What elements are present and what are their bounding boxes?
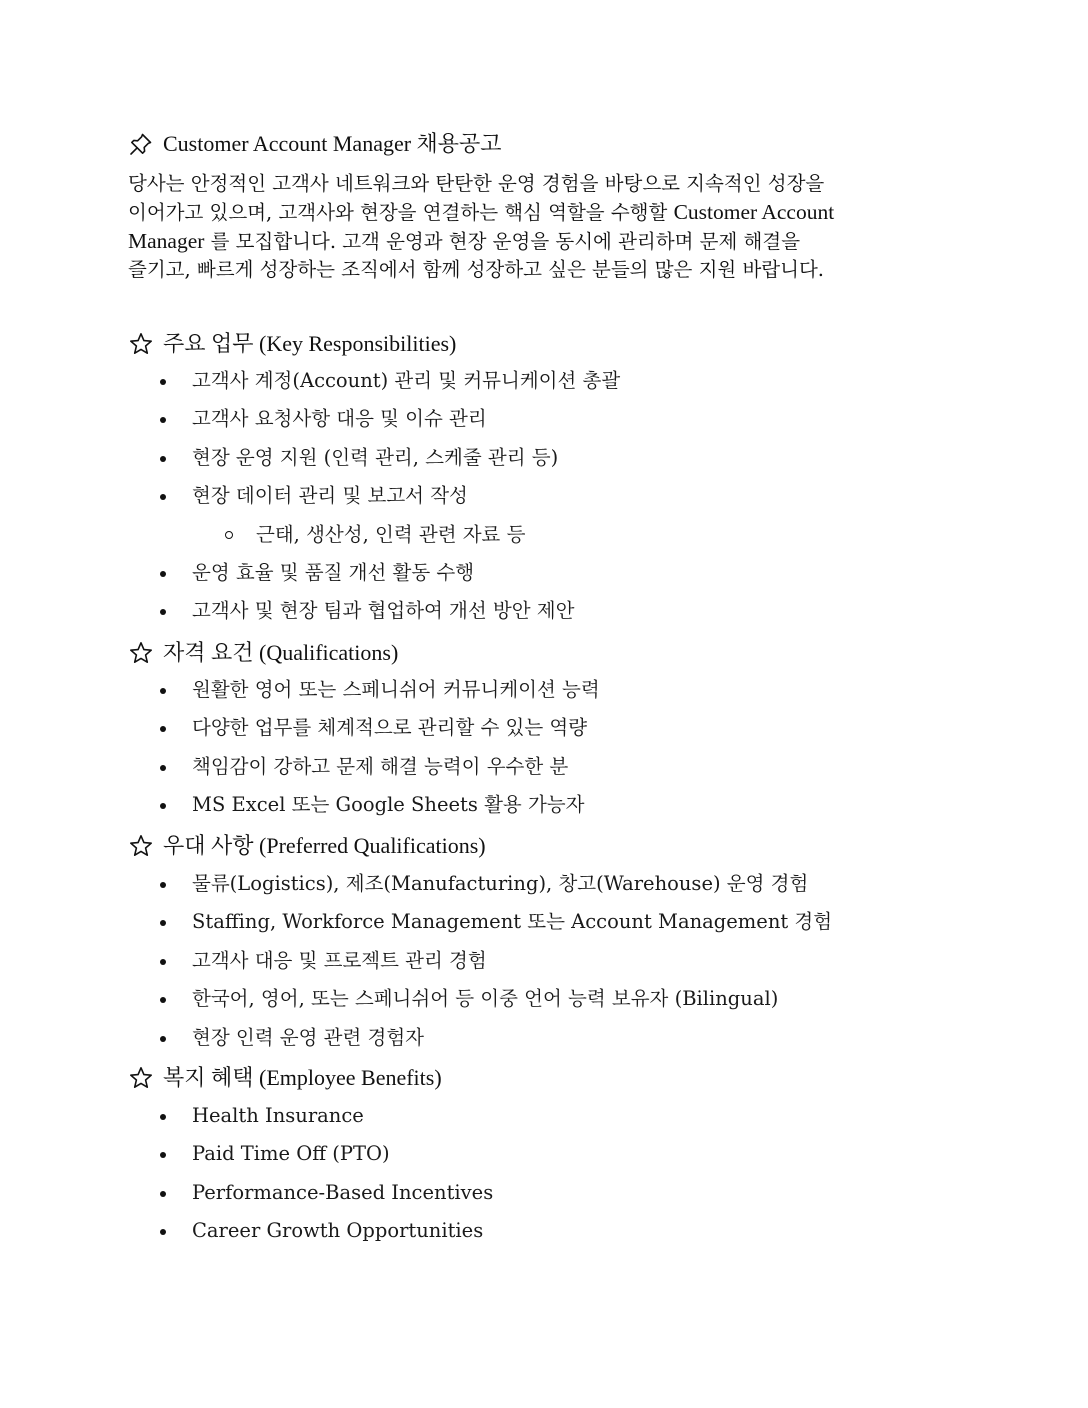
bullet-icon	[160, 959, 166, 965]
star-icon	[128, 640, 154, 666]
bullet-icon	[160, 882, 166, 888]
star-icon	[128, 833, 154, 859]
bullet-icon	[160, 726, 166, 732]
list-item-text: 원활한 영어 또는 스페니쉬어 커뮤니케이션 능력	[192, 678, 600, 701]
star-icon	[128, 1065, 154, 1091]
list-item	[160, 362, 920, 400]
bullet-icon	[160, 688, 166, 694]
bullet-icon	[160, 1191, 166, 1197]
list-item	[160, 709, 920, 747]
list-item-text: 현장 운영 지원 (인력 관리, 스케줄 관리 등)	[192, 445, 559, 469]
bullet-icon	[160, 997, 166, 1003]
bullet-icon	[160, 456, 166, 462]
intro-role-name: Manager	[128, 229, 205, 253]
intro-role-name: Customer Account	[673, 200, 835, 224]
list-item-text: 고객사 및 현장 팀과 협업하여 개선 방안 제안	[192, 599, 575, 623]
bullet-icon	[160, 417, 166, 423]
intro-line	[128, 198, 948, 227]
list-item-text: 한국어, 영어, 또는 스페니쉬어 등 이중 언어 능력 보유자 (Bilingual)	[192, 987, 779, 1011]
pin-icon	[128, 131, 154, 157]
sub-list-item	[160, 516, 920, 554]
bullet-icon	[160, 571, 166, 577]
list-item-text: 현장 데이터 관리 및 보고서 작성	[192, 484, 468, 508]
list-item-text: Staffing, Workforce Management 또는 Account Management 경험	[192, 910, 833, 934]
list-item	[160, 592, 920, 630]
qualifications-list	[160, 671, 920, 825]
list-item-text: 고객사 계정(Account) 관리 및 커뮤니케이션 총괄	[192, 369, 621, 392]
bullet-icon	[160, 379, 166, 385]
benefits-list	[160, 1097, 920, 1251]
responsibilities-list	[160, 362, 920, 631]
list-item	[160, 980, 920, 1018]
section-heading-responsibilities	[128, 330, 456, 358]
list-item-text: Paid Time Off (PTO)	[192, 1142, 390, 1166]
list-item-text: Performance-Based Incentives	[192, 1180, 494, 1204]
list-item	[160, 748, 920, 786]
list-item	[160, 942, 920, 980]
list-item	[160, 400, 920, 438]
list-item	[160, 1212, 920, 1250]
hollow-bullet-icon	[225, 531, 233, 539]
intro-line: 당사는 안정적인 고객사 네트워크와 탄탄한 운영 경험을 바탕으로 지속적인 성장을	[128, 172, 825, 195]
list-item	[160, 786, 920, 824]
intro-text: 를 모집합니다. 고객 운영과 현장 운영을 동시에 관리하며 문제 해결을	[204, 230, 801, 253]
bullet-icon	[160, 765, 166, 771]
list-item	[160, 1097, 920, 1135]
list-item-text: MS Excel 또는 Google Sheets 활용 가능자	[192, 793, 585, 817]
bullet-icon	[160, 1229, 166, 1235]
section-heading-text: 복지 혜택 (Employee Benefits)	[163, 1065, 442, 1090]
list-item	[160, 903, 920, 941]
intro-paragraph	[128, 170, 948, 284]
section-heading-preferred	[128, 832, 486, 860]
list-item-text: 책임감이 강하고 문제 해결 능력이 우수한 분	[192, 754, 569, 778]
list-item	[160, 1135, 920, 1173]
section-heading-benefits	[128, 1064, 442, 1092]
bullet-icon	[160, 494, 166, 500]
list-item	[160, 671, 920, 709]
section-heading-text: 주요 업무 (Key Responsibilities)	[163, 331, 457, 356]
list-item-text: 운영 효율 및 품질 개선 활동 수행	[192, 560, 475, 584]
list-item	[160, 1174, 920, 1212]
bullet-icon	[160, 803, 166, 809]
list-item	[160, 865, 920, 903]
list-item-text: Career Growth Opportunities	[192, 1219, 484, 1243]
section-heading-text: 자격 요건 (Qualifications)	[163, 640, 399, 665]
bullet-icon	[160, 1152, 166, 1158]
list-item	[160, 439, 920, 477]
intro-line: 즐기고, 빠르게 성장하는 조직에서 함께 성장하고 싶은 분들의 많은 지원 바랍니다.	[128, 258, 825, 281]
bullet-icon	[160, 920, 166, 926]
posting-title-text: Customer Account Manager 채용공고	[163, 131, 502, 156]
bullet-icon	[160, 609, 166, 615]
list-item-text: 고객사 요청사항 대응 및 이슈 관리	[192, 407, 487, 431]
posting-title	[128, 130, 502, 158]
star-icon	[128, 331, 154, 357]
section-heading-text: 우대 사항 (Preferred Qualifications)	[163, 833, 486, 858]
list-item-text: Health Insurance	[192, 1104, 364, 1127]
bullet-icon	[160, 1114, 166, 1120]
intro-line	[128, 227, 948, 256]
preferred-list	[160, 865, 920, 1057]
list-item-text: 고객사 대응 및 프로젝트 관리 경험	[192, 948, 487, 972]
list-item-text: 근태, 생산성, 인력 관련 자료 등	[256, 522, 526, 546]
intro-text: 이어가고 있으며, 고객사와 현장을 연결하는 핵심 역할을 수행할	[128, 201, 674, 224]
list-item	[160, 477, 920, 515]
list-item-text: 다양한 업무를 체계적으로 관리할 수 있는 역량	[192, 716, 588, 740]
list-item-text: 현장 인력 운영 관련 경험자	[192, 1025, 425, 1049]
bullet-icon	[160, 1036, 166, 1042]
list-item	[160, 554, 920, 592]
section-heading-qualifications	[128, 639, 398, 667]
list-item	[160, 1019, 920, 1057]
list-item-text: 물류(Logistics), 제조(Manufacturing), 창고(Warehouse) 운영 경험	[192, 872, 809, 895]
